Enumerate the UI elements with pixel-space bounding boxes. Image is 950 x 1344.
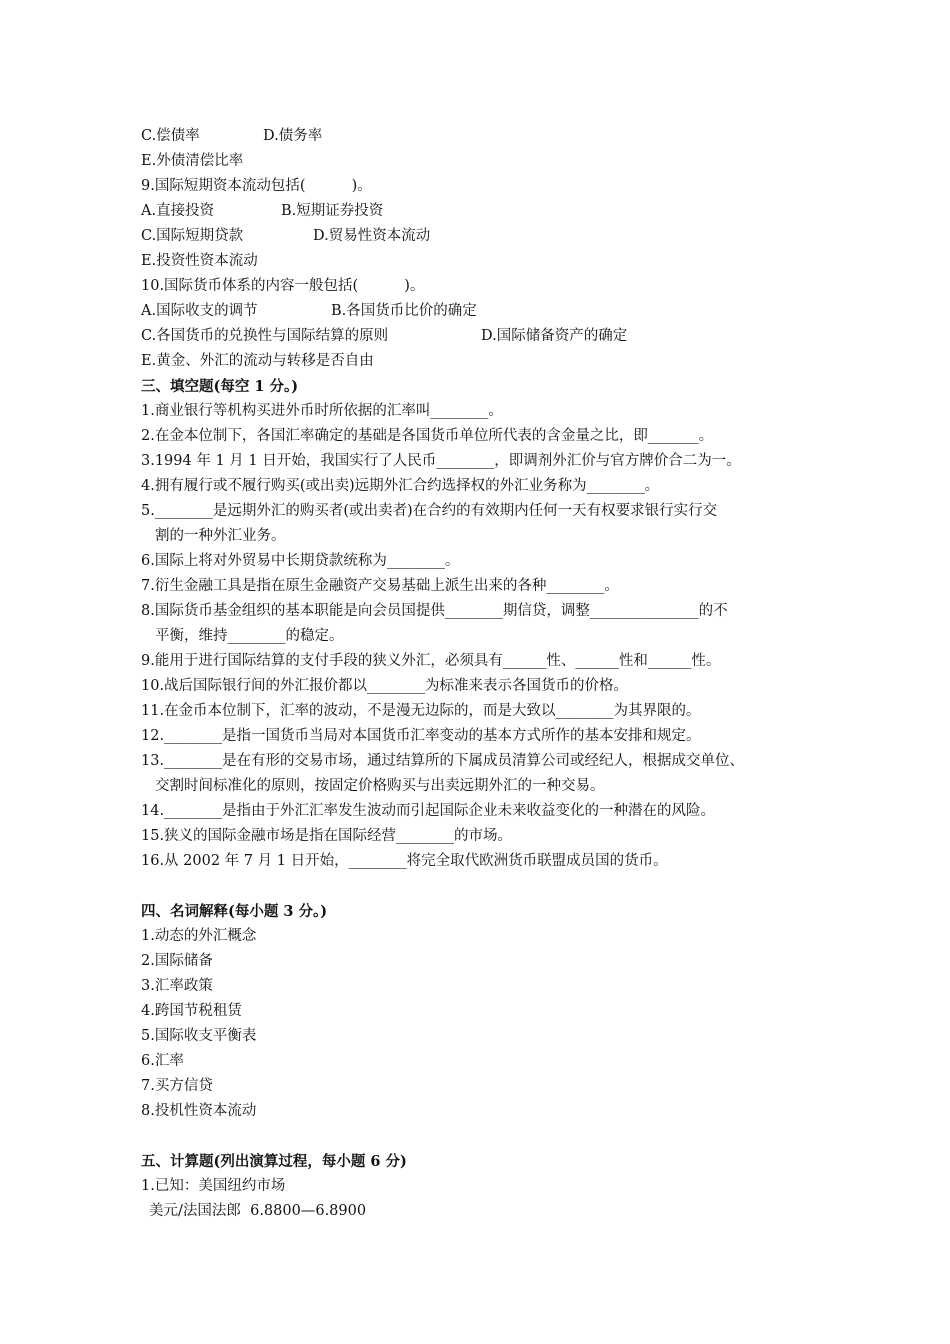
definition-item: 2.国际储备: [141, 953, 213, 969]
option-d: D.债务率: [263, 128, 323, 144]
fill-item: 4.拥有履行或不履行购买(或出卖)远期外汇合约选择权的外汇业务称为________。: [141, 478, 660, 494]
fill-item: 8.国际货币基金组织的基本职能是向会员国提供________期信贷，调整_______________的不: [141, 603, 728, 619]
fill-item: 9.能用于进行国际结算的支付手段的狭义外汇，必须具有______性、______性和______性。: [141, 653, 721, 669]
option-c: C.各国货币的兑换性与国际结算的原则: [141, 328, 389, 344]
section-heading-definitions: 四、名词解释(每小题 3 分。): [141, 903, 328, 920]
definition-item: 8.投机性资本流动: [141, 1103, 257, 1119]
fill-item: 11.在金币本位制下，汇率的波动，不是漫无边际的，而是大致以________为其界限的。: [141, 703, 701, 719]
spacer: [141, 874, 841, 899]
option-d: D.国际储备资产的确定: [481, 328, 628, 344]
fill-item: 2.在金本位制下，各国汇率确定的基础是各国货币单位所代表的含金量之比，即_______。: [141, 428, 714, 444]
fill-item: 5.________是远期外汇的购买者(或出卖者)在合约的有效期内任何一天有权要求银行实行交: [141, 503, 718, 519]
option-e: E.外债清偿比率: [141, 153, 244, 169]
definition-item: 3.汇率政策: [141, 978, 213, 994]
fill-item: 15.狭义的国际金融市场是指在国际经营________的市场。: [141, 828, 513, 844]
definition-item: 7.买方信贷: [141, 1078, 213, 1094]
option-b: B.短期证券投资: [281, 203, 384, 219]
option-a: A.国际收支的调节: [141, 303, 258, 319]
definition-item: 6.汇率: [141, 1053, 184, 1069]
question-10: 10.国际货币体系的内容一般包括( )。: [141, 278, 425, 294]
q9-options-ab: [141, 199, 841, 224]
fill-item: 12.________是指一国货币当局对本国货币汇率变动的基本方式所作的基本安排和规定。: [141, 728, 701, 744]
question-9: 9.国际短期资本流动包括( )。: [141, 178, 372, 194]
exchange-rate-quote: 美元/法国法郎 6.8800—6.8900: [149, 1203, 367, 1219]
section-heading-calculation: 五、计算题(列出演算过程，每小题 6 分): [141, 1153, 407, 1170]
fill-item-continuation: 交割时间标准化的原则，按固定价格购买与出卖远期外汇的一种交易。: [155, 778, 605, 794]
spacer: [141, 1124, 841, 1149]
fill-item: 7.衍生金融工具是指在原生金融资产交易基础上派生出来的各种________。: [141, 578, 619, 594]
definition-item: 5.国际收支平衡表: [141, 1028, 257, 1044]
option-c: C.偿债率: [141, 128, 200, 144]
fill-item: 14.________是指由于外汇汇率发生波动而引起国际企业未来收益变化的一种潜在的风险。: [141, 803, 716, 819]
q9-options-cd: [141, 224, 841, 249]
fill-item: 16.从 2002 年 7 月 1 日开始，________将完全取代欧洲货币联盟成员国的货币。: [141, 853, 668, 869]
fill-item: 10.战后国际银行间的外汇报价都以________为标准来表示各国货币的价格。: [141, 678, 629, 694]
document-body: [141, 124, 841, 1224]
fill-item-continuation: 平衡，维持________的稳定。: [155, 628, 344, 644]
fill-item: 1.商业银行等机构买进外币时所依据的汇率叫________。: [141, 403, 503, 419]
option-e: E.投资性资本流动: [141, 253, 258, 269]
option-e: E.黄金、外汇的流动与转移是否自由: [141, 353, 374, 369]
option-b: B.各国货币比价的确定: [331, 303, 477, 319]
option-c: C.国际短期贷款: [141, 228, 244, 244]
q10-options-cd: [141, 324, 841, 349]
option-a: A.直接投资: [141, 203, 215, 219]
fill-item-continuation: 割的一种外汇业务。: [155, 528, 286, 544]
fill-item: 6.国际上将对外贸易中长期贷款统称为________。: [141, 553, 460, 569]
definition-item: 1.动态的外汇概念: [141, 928, 257, 944]
definition-item: 4.跨国节税租赁: [141, 1003, 242, 1019]
section-heading-fill-in: 三、填空题(每空 1 分。): [141, 378, 299, 395]
q8-options-cd: [141, 124, 841, 149]
fill-item: 13.________是在有形的交易市场，通过结算所的下属成员清算公司或经纪人，根据成交单位、: [141, 753, 745, 769]
fill-item: 3.1994 年 1 月 1 日开始，我国实行了人民币________，即调剂外汇价与官方牌价合二为一。: [141, 453, 741, 469]
option-d: D.贸易性资本流动: [313, 228, 431, 244]
calculation-question-1: 1.已知：美国纽约市场: [141, 1178, 286, 1194]
q10-options-ab: [141, 299, 841, 324]
